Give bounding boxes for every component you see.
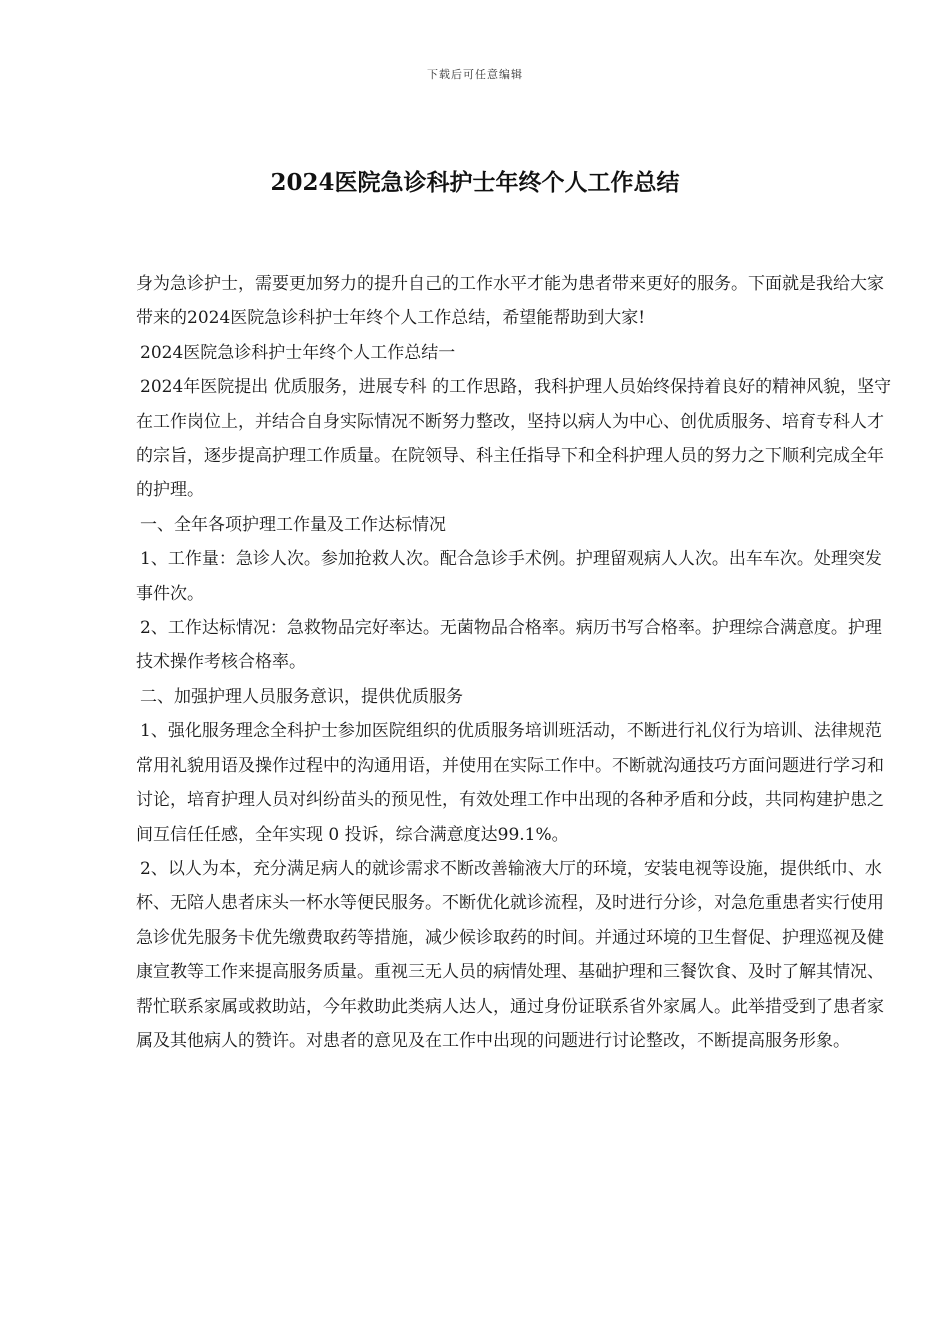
service-training-paragraph: 1、强化服务理念全科护士参加医院组织的优质服务培训班活动，不断进行礼仪行为培训、法律规范常用礼貌用语及操作过程中的沟通用语，并使用在实际工作中。不断就沟通技巧方面问题进行学习和讨论，培育护理人员对纠纷苗头的预见性，有效处理工作中出现的各种矛盾和分歧，共同构建护患之间互信任任感，全年实现 0 投诉，综合满意度达99.1%。 <box>136 721 884 845</box>
workload-paragraph: 1、工作量：急诊人次。参加抢救人次。配合急诊手术例。护理留观病人人次。出车车次。处理突发事件次。 <box>136 549 882 604</box>
patient-centered-paragraph: 2、以人为本，充分满足病人的就诊需求不断改善输液大厅的环境，安装电视等设施，提供纸巾、水杯、无陪人患者床头一杯水等便民服务。不断优化就诊流程，及时进行分诊，对急危重患者实行使用急诊优先服务卡优先缴费取药等措施，减少候诊取药的时间。并通过环境的卫生督促、护理巡视及健康宣教等工作来提高服务质量。重视三无人员的病情处理、基础护理和三餐饮食、及时了解其情况、帮忙联系家属或救助站，今年救助此类病人达人，通过身份证联系省外家属人。此举措受到了患者家属及其他病人的赞许。对患者的意见及在工作中出现的问题进行讨论整改，不断提高服务形象。 <box>136 858 884 1051</box>
overview-paragraph: 2024年医院提出 优质服务，进展专科 的工作思路，我科护理人员始终保持着良好的精神风貌，坚守在工作岗位上，并结合自身实际情况不断努力整改，坚持以病人为中心、创优质服务、培育专科人才的宗旨，逐步提高护理工作质量。在院领导、科主任指导下和全科护理人员的努力之下顺利完成全年的护理。 <box>136 377 892 501</box>
heading-workload-standards: 一、全年各项护理工作量及工作达标情况 <box>140 514 446 535</box>
document-body <box>136 267 894 1058</box>
document-title: 2024医院急诊科护士年终个人工作总结 <box>270 169 680 196</box>
intro-paragraph: 身为急诊护士，需要更加努力的提升自己的工作水平才能为患者带来更好的服务。下面就是我给大家带来的2024医院急诊科护士年终个人工作总结，希望能帮助到大家! <box>136 274 884 329</box>
heading-service-awareness: 二、加强护理人员服务意识，提供优质服务 <box>140 686 463 707</box>
page-header-note: 下载后可任意编辑 <box>427 68 523 81</box>
standards-paragraph: 2、工作达标情况：急救物品完好率达。无菌物品合格率。病历书写合格率。护理综合满意度。护理技术操作考核合格率。 <box>136 618 882 673</box>
section-title-part-one: 2024医院急诊科护士年终个人工作总结一 <box>140 342 456 363</box>
